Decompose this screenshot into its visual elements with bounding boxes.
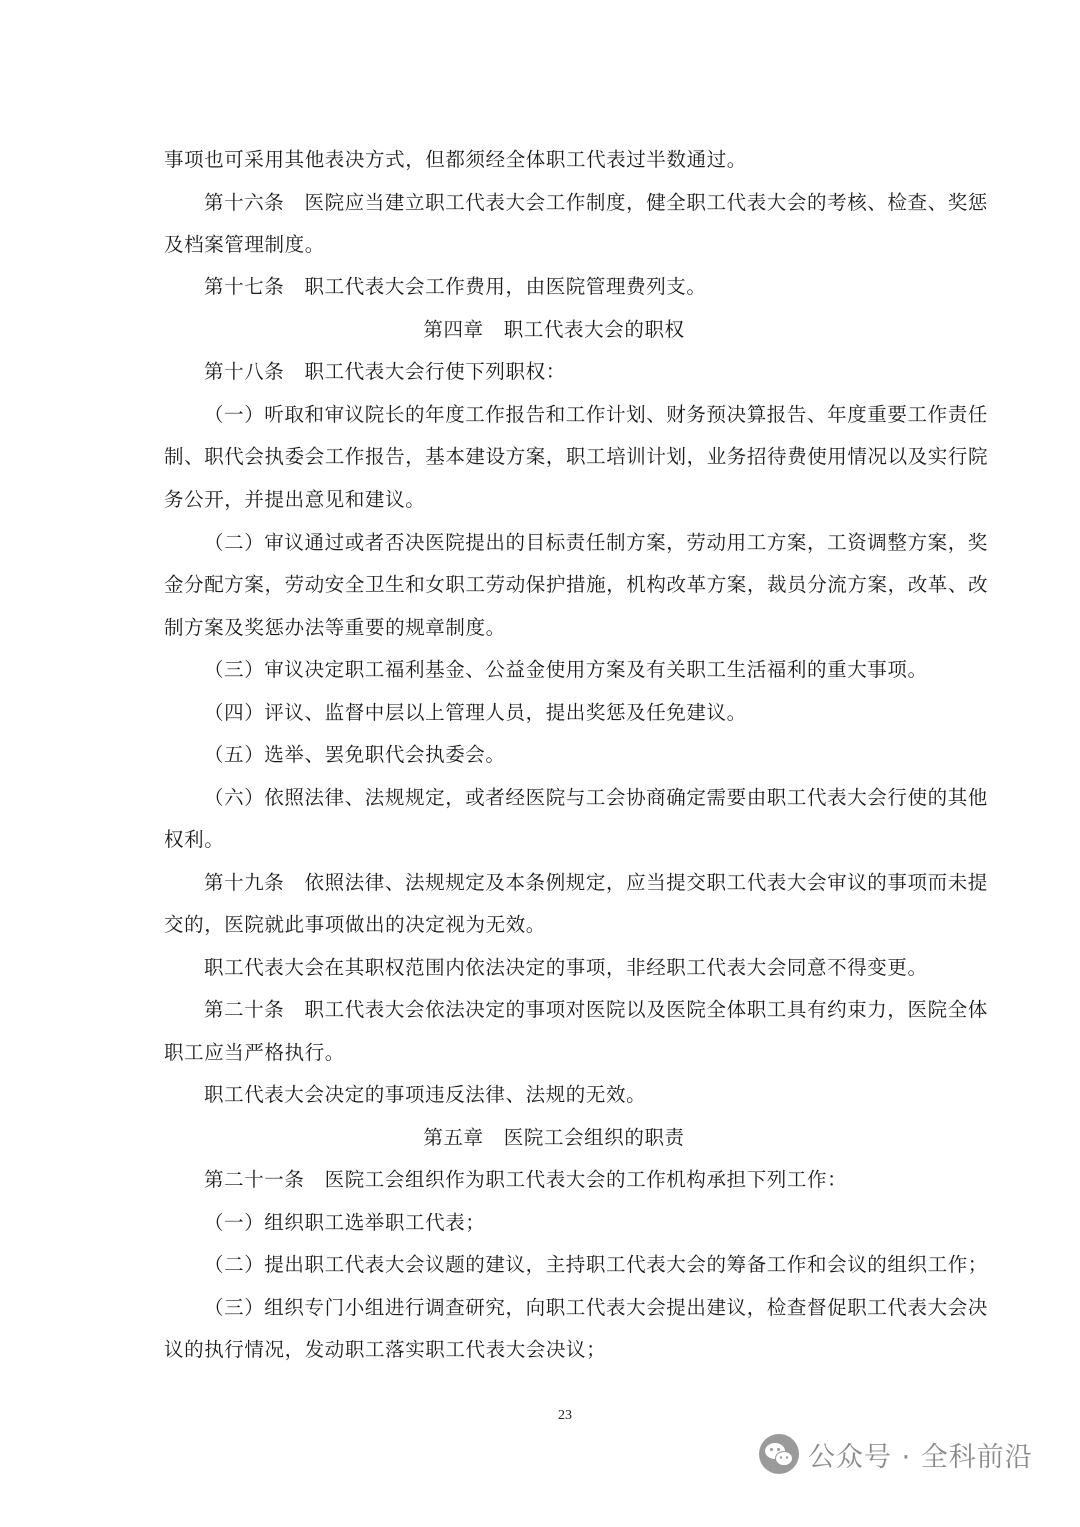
text-line: 金分配方案，劳动安全卫生和女职工劳动保护措施，机构改革方案，裁员分流方案，改革、改 [164,573,989,596]
item-2: （二）提出职工代表大会议题的建议，主持职工代表大会的筹备工作和会议的组织工作； [204,1253,988,1276]
text-line: 职工应当严格执行。 [164,1041,345,1064]
text-line: 务公开，并提出意见和建议。 [164,488,426,511]
text-line: 权利。 [164,828,225,851]
text-line: 议的执行情况，发动职工落实职工代表大会决议； [164,1338,607,1361]
article-21: 第二十一条 医院工会组织作为职工代表大会的工作机构承担下列工作： [204,1168,848,1191]
item-3: （三）审议决定职工福利基金、公益金使用方案及有关职工生活福利的重大事项。 [204,658,928,681]
text-line: 及档案管理制度。 [164,233,325,256]
text-line: 职工代表大会在其职权范围内依法决定的事项，非经职工代表大会同意不得变更。 [204,956,928,979]
watermark-text: 公众号 · 全科前沿 [808,1441,1033,1473]
text-line: 职工代表大会决定的事项违反法律、法规的无效。 [204,1083,647,1106]
chapter-5-heading: 第五章 医院工会组织的职责 [423,1126,685,1149]
item-4: （四）评议、监督中层以上管理人员，提出奖惩及任免建议。 [204,701,747,724]
article-18: 第十八条 职工代表大会行使下列职权： [204,360,566,383]
text-line: 事项也可采用其他表决方式，但都须经全体职工代表过半数通过。 [164,148,747,171]
item-3: （三）组织专门小组进行调查研究，向职工代表大会提出建议，检查督促职工代表大会决 [204,1296,988,1319]
text-line: 制、职代会执委会工作报告，基本建设方案，职工培训计划，业务招待费使用情况以及实行院 [164,445,989,468]
item-5: （五）选举、罢免职代会执委会。 [204,743,506,766]
item-1: （一）听取和审议院长的年度工作报告和工作计划、财务预决算报告、年度重要工作责任 [204,403,988,426]
watermark [758,1428,1033,1480]
item-1: （一）组织职工选举职工代表； [204,1211,486,1234]
article-19: 第十九条 依照法律、法规规定及本条例规定，应当提交职工代表大会审议的事项而未提 [204,871,988,894]
page-number: 23 [558,1408,572,1423]
item-6: （六）依照法律、法规规定，或者经医院与工会协商确定需要由职工代表大会行使的其他 [204,786,988,809]
item-2: （二）审议通过或者否决医院提出的目标责任制方案，劳动用工方案，工资调整方案，奖 [204,531,988,554]
text-line: 制方案及奖惩办法等重要的规章制度。 [164,616,506,639]
chapter-4-heading: 第四章 职工代表大会的职权 [423,318,685,341]
article-17: 第十七条 职工代表大会工作费用，由医院管理费列支。 [204,275,707,298]
wechat-logo-icon [758,1433,800,1475]
article-16: 第十六条 医院应当建立职工代表大会工作制度，健全职工代表大会的考核、检查、奖惩 [204,191,988,214]
article-20: 第二十条 职工代表大会依法决定的事项对医院以及医院全体职工具有约束力，医院全体 [204,998,988,1021]
text-line: 交的，医院就此事项做出的决定视为无效。 [164,913,546,936]
